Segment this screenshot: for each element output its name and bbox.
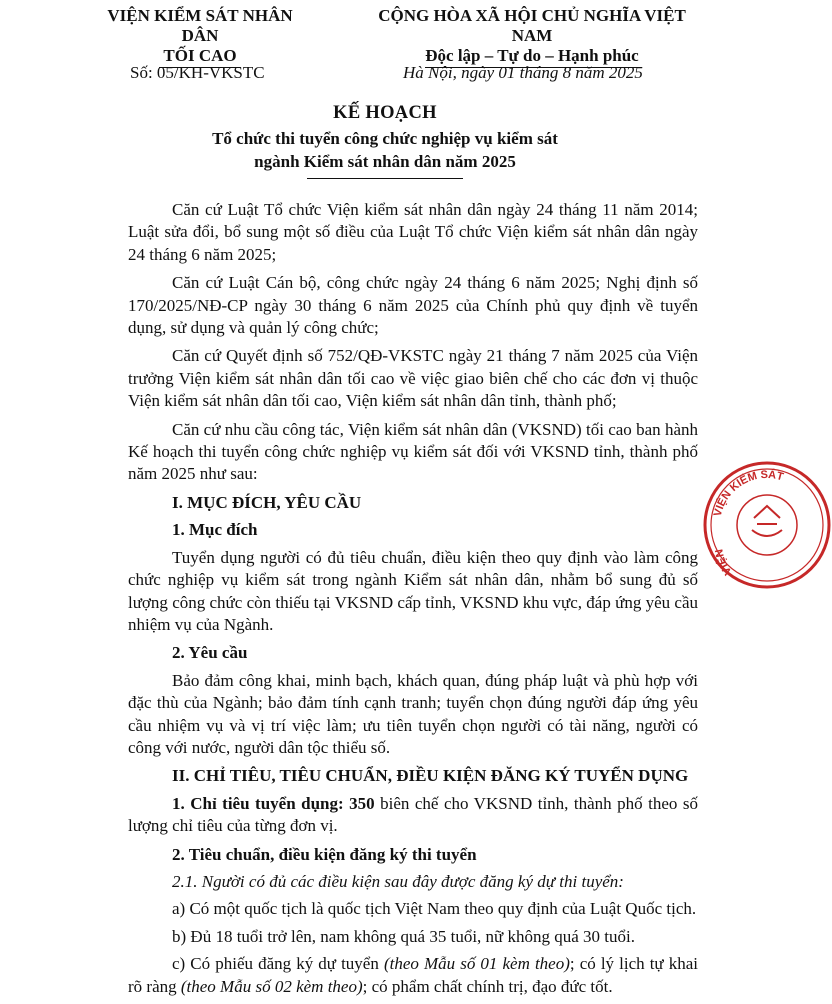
criterion-c-form1: (theo Mẫu số 01 kèm theo) <box>383 954 570 974</box>
seal-emblem <box>752 506 782 536</box>
section-1-1-text: Tuyển dụng người có đủ tiêu chuẩn, điều kiện theo quy định vào làm công chức nghiệp vụ kiểm sát trong ngành Kiểm sát nhân dân, nhằm bổ sung đủ số lượng công chức còn thiếu tại VKSND cấp tỉnh, VKSND khu vực, đáp ứng yêu cầu nhiệm vụ của Ngành. <box>128 547 698 634</box>
document-number: Số: 05/KH-VKSTC <box>130 63 265 82</box>
legal-basis-4: Căn cứ nhu cầu công tác, Viện kiểm sát nhân dân (VKSND) tối cao ban hành Kế hoạch thi tuyển công chức nghiệp vụ kiểm sát đối với VKSND tỉnh, thành phố năm 2025 như sau: <box>128 419 698 484</box>
legal-basis-3: Căn cứ Quyết định số 752/QĐ-VKSTC ngày 21 tháng 7 năm 2025 của Viện trưởng Viện kiểm sát nhân dân tối cao về việc giao biên chế cho các đơn vị thuộc Viện kiểm sát nhân dân tối cao, Viện kiểm sát nhân dân tỉnh, thành phố; <box>128 346 698 411</box>
seal-text-left: VIỆN <box>713 547 735 578</box>
section-2-1-label: 1. Chỉ tiêu tuyển dụng: <box>172 793 344 813</box>
section-2-2-1: 2.1. Người có đủ các điều kiện sau đây được đăng ký dự thi tuyển: <box>172 871 624 891</box>
document-body <box>128 199 698 1004</box>
country-name: CỘNG HÒA XÃ HỘI CHỦ NGHĨA VIỆT NAM <box>378 6 686 45</box>
section-1-2-heading: 2. Yêu cầu <box>172 643 248 663</box>
section-1-heading: I. MỤC ĐÍCH, YÊU CẦU <box>172 492 362 512</box>
quota-number: 350 <box>349 793 375 813</box>
section-2-1-paragraph <box>128 793 698 838</box>
criterion-a: a) Có một quốc tịch là quốc tịch Việt Nam theo quy định của Luật Quốc tịch. <box>172 899 697 919</box>
section-1-1-heading: 1. Mục đích <box>172 520 258 540</box>
criterion-c-form2: (theo Mẫu số 02 kèm theo) <box>180 976 363 996</box>
agency-name-line1: VIỆN KIỂM SÁT NHÂN DÂN <box>107 6 293 45</box>
section-2-2-heading: 2. Tiêu chuẩn, điều kiện đăng ký thi tuyển <box>172 844 477 864</box>
official-seal <box>702 460 832 590</box>
section-2-1-text: biên chế cho VKSND tỉnh, thành phố theo số lượng chỉ tiêu của từng đơn vị. <box>128 793 699 836</box>
criterion-c <box>128 953 698 998</box>
section-2-heading: II. CHỈ TIÊU, TIÊU CHUẨN, ĐIỀU KIỆN ĐĂNG KÝ TUYỂN DỤNG <box>172 766 689 786</box>
legal-basis-1: Căn cứ Luật Tổ chức Viện kiểm sát nhân dân ngày 24 tháng 11 năm 2014; Luật sửa đổi, bổ sung một số điều của Luật Tổ chức Viện kiểm sát nhân dân ngày 24 tháng 6 năm 2025; <box>128 200 698 264</box>
issuing-agency <box>100 6 300 68</box>
seal-text-top: VIỆN KIỂM SÁT <box>711 468 785 518</box>
place-date: Hà Nội, ngày 01 tháng 8 năm 2025 <box>403 63 643 82</box>
agency-name-line2: TỐI CAO <box>159 46 240 68</box>
legal-basis-2: Căn cứ Luật Cán bộ, công chức ngày 24 tháng 6 năm 2025; Nghị định số 170/2025/NĐ-CP ngày 30 tháng 6 năm 2025 của Chính phủ quy định về tuyển dụng, sử dụng và quản lý công chức; <box>128 273 698 338</box>
document-subtitle-line1: Tổ chức thi tuyển công chức nghiệp vụ kiểm sát <box>212 129 558 148</box>
criterion-c-part3: ; có phẩm chất chính trị, đạo đức tốt. <box>362 976 613 996</box>
title-underline <box>307 178 463 179</box>
criterion-b: b) Đủ 18 tuổi trở lên, nam không quá 35 tuổi, nữ không quá 30 tuổi. <box>172 926 635 946</box>
motto: Độc lập – Tự do – Hạnh phúc <box>425 46 638 68</box>
criterion-c-part1: c) Có phiếu đăng ký dự tuyển <box>172 954 379 974</box>
document-subtitle-line2: ngành Kiểm sát nhân dân năm 2025 <box>254 152 516 171</box>
document-title: KẾ HOẠCH <box>333 103 437 123</box>
national-motto <box>358 6 706 68</box>
criterion-c-part2: ; có lý lịch tự khai rõ ràng <box>128 954 699 996</box>
section-1-2-text: Bảo đảm công khai, minh bạch, khách quan, đúng pháp luật và phù hợp với đặc thù của Ngành; bảo đảm tính cạnh tranh; tuyển chọn đúng người đáp ứng yêu cầu nhiệm vụ và vị trí việc làm; ưu tiên tuyển chọn người có tài năng, người có công với nước, người dân tộc thiểu số. <box>128 670 698 757</box>
